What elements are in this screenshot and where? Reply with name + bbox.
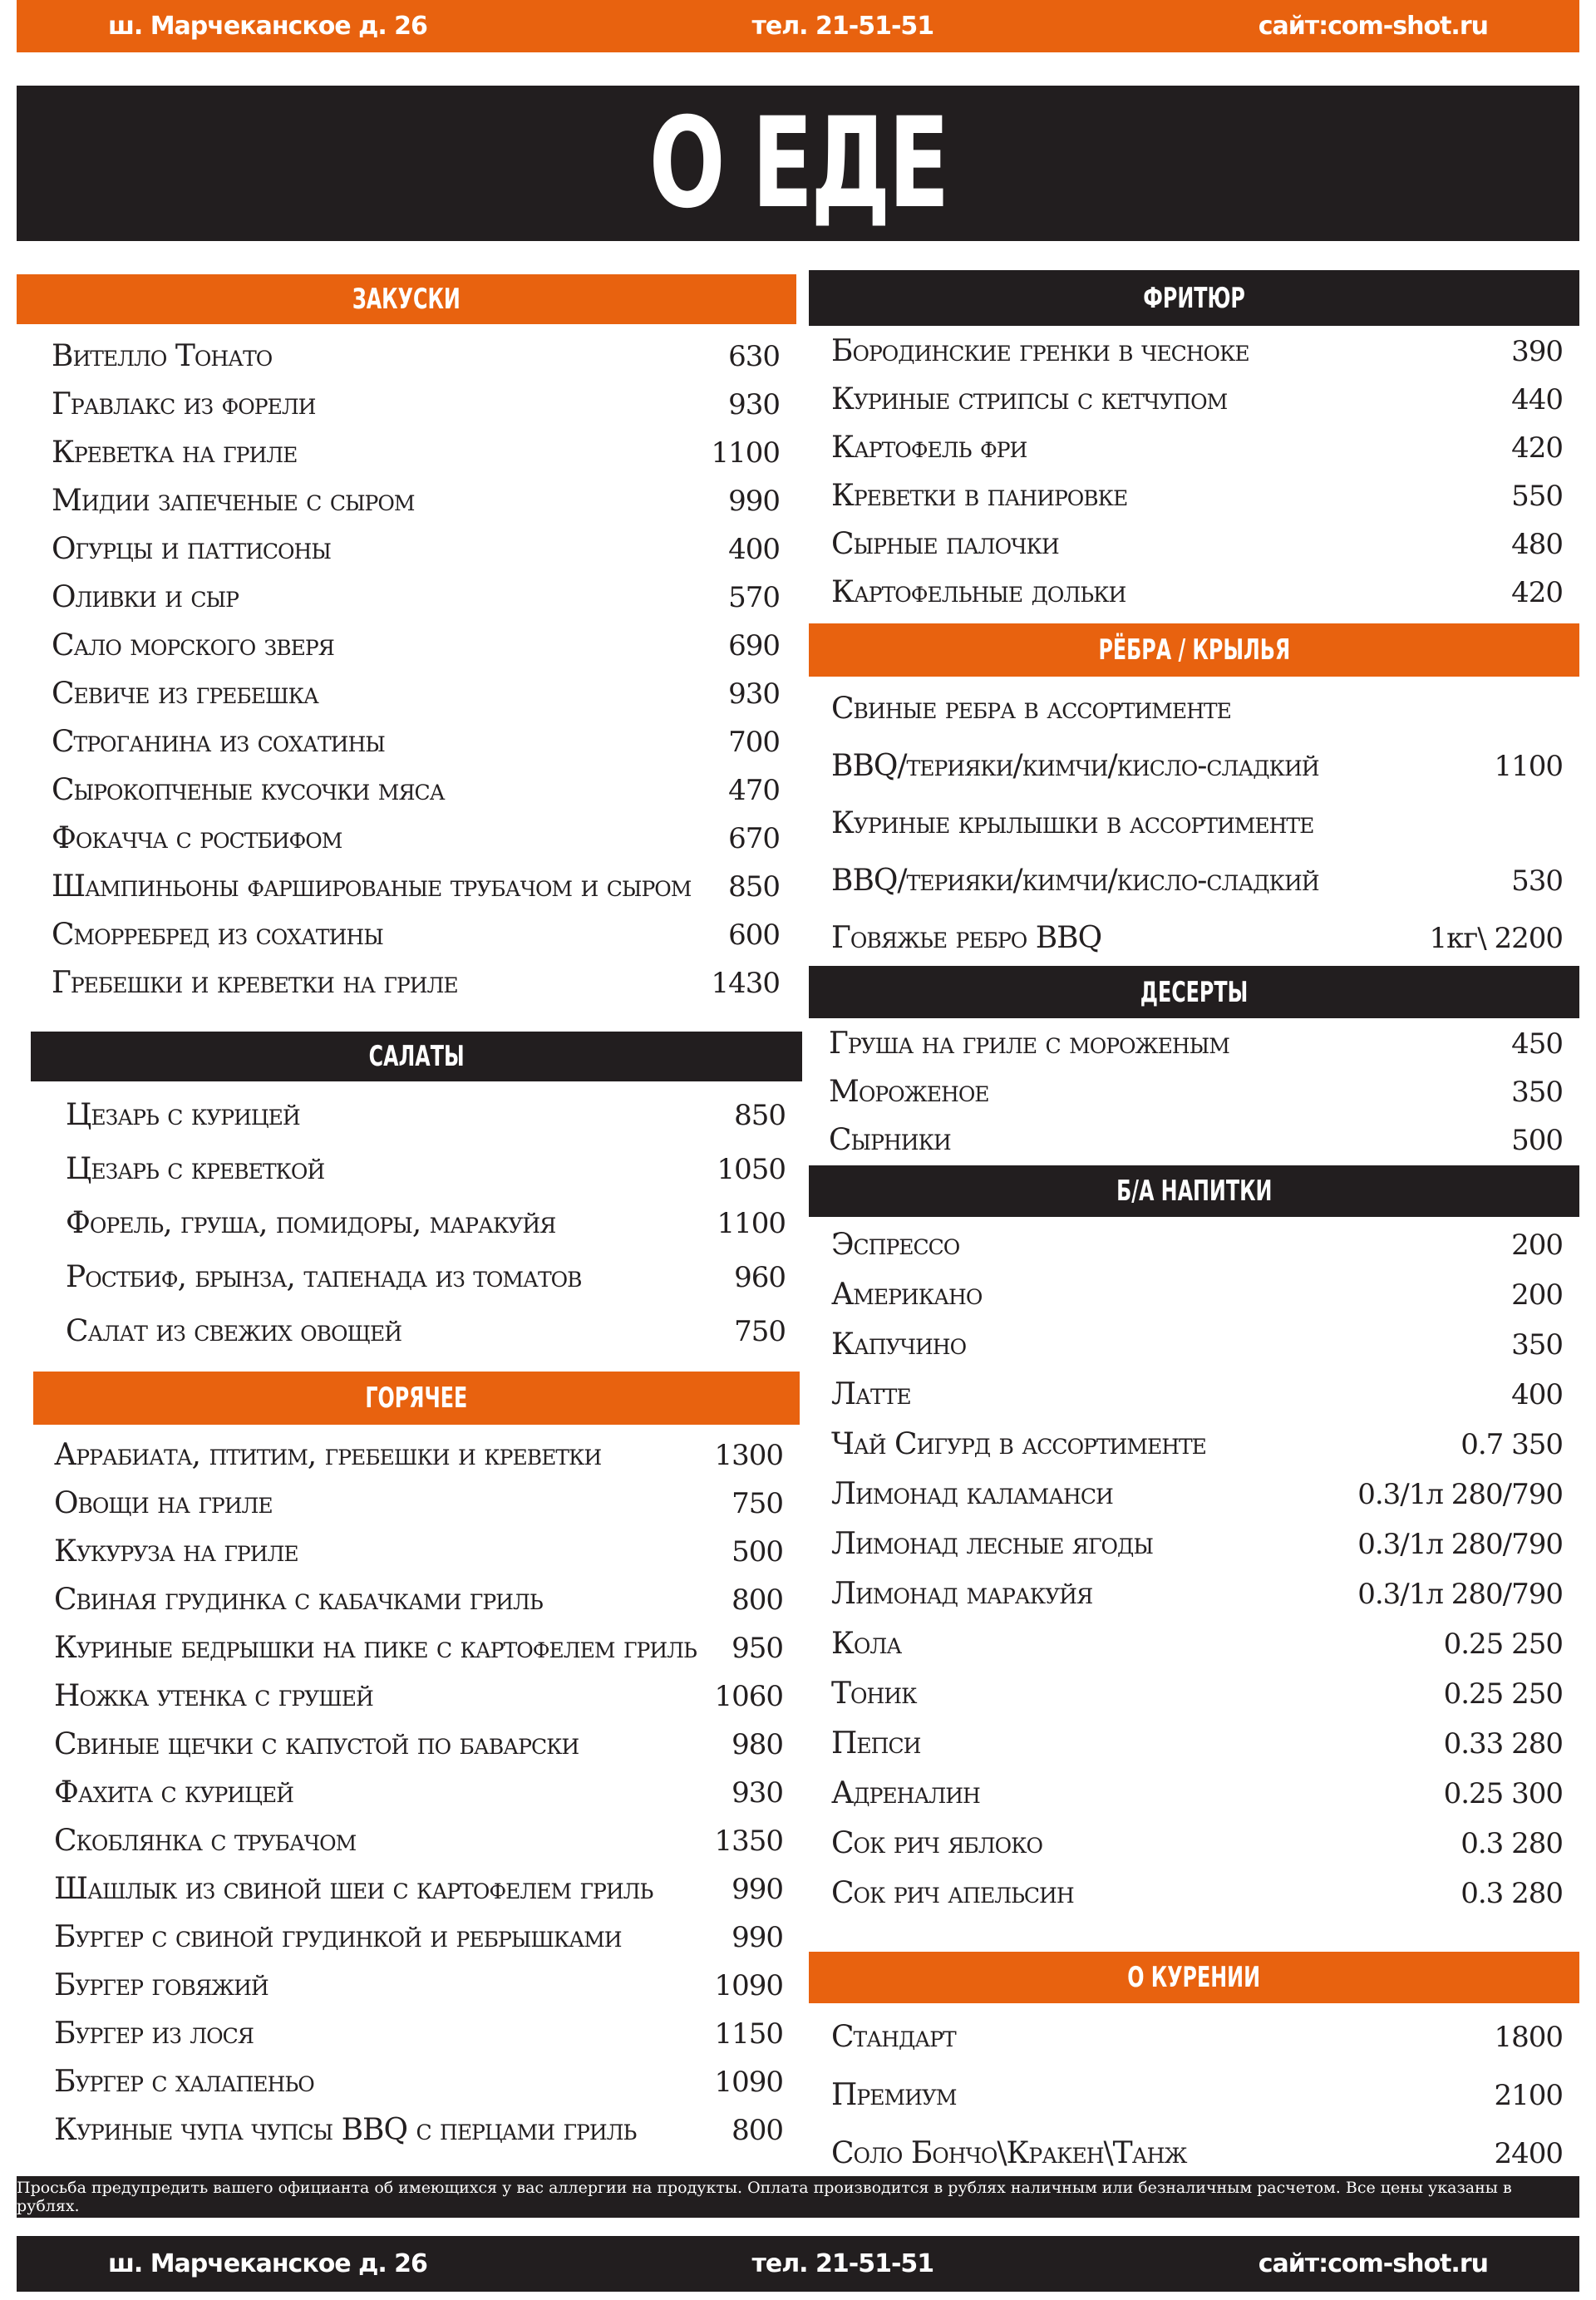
- menu-item-price: 930: [732, 1776, 783, 1810]
- menu-item-price: 500: [1511, 1124, 1563, 1157]
- menu-item: [54, 1817, 783, 1865]
- menu-title-band: [17, 86, 1579, 241]
- menu-item: [831, 2125, 1563, 2183]
- menu-item: [52, 429, 780, 477]
- address: ш. Марчеканское д. 26: [108, 2249, 427, 2278]
- menu-item-price: 500: [732, 1535, 783, 1569]
- menu-item: [54, 2010, 783, 2058]
- section-header: РЁБРА / КРЫЛЬЯ: [809, 623, 1579, 677]
- menu-item-name: Премиум: [831, 2078, 957, 2112]
- menu-item-name: Гравлакс из форели: [52, 387, 316, 421]
- menu-item-name: Бургер из лося: [54, 2017, 254, 2051]
- menu-item-name: Чай Сигурд в ассортименте: [831, 1427, 1206, 1461]
- menu-item-name: Лимонад каламанси: [831, 1477, 1113, 1511]
- menu-item: [52, 911, 780, 959]
- menu-item-price: 750: [732, 1487, 783, 1520]
- menu-item-price: 400: [1511, 1378, 1563, 1411]
- menu-item-price: 700: [728, 726, 780, 759]
- menu-item-name: Лимонад лесные ягоды: [831, 1527, 1153, 1561]
- menu-item-name: Свиные ребра в ассортименте: [831, 692, 1231, 726]
- menu-item-price: 0.3 280: [1461, 1877, 1563, 1910]
- section-goryachee: [33, 1372, 800, 2155]
- menu-item-name: Цезарь с курицей: [66, 1098, 300, 1132]
- menu-item-price: 0.25 300: [1443, 1777, 1563, 1810]
- menu-item-name: Цезарь с креветкой: [66, 1152, 325, 1186]
- section-header: САЛАТЫ: [31, 1032, 802, 1081]
- website: сайт:com-shot.ru: [1258, 12, 1488, 41]
- menu-item-name: Американо: [831, 1278, 983, 1312]
- menu-item-name: Капучино: [831, 1327, 967, 1362]
- menu-item-name: Куриные чупа чупсы BBQ с перцами гриль: [54, 2113, 637, 2147]
- menu-item: [54, 1769, 783, 1817]
- menu-item: [54, 1865, 783, 1913]
- menu-item-name: Бургер говяжий: [54, 1968, 268, 2002]
- menu-item: [66, 1304, 786, 1358]
- menu-item-price: 0.25 250: [1443, 1677, 1563, 1711]
- address: ш. Марчеканское д. 26: [108, 12, 427, 41]
- menu-item-name: Куриные стрипсы с кетчупом: [831, 382, 1228, 416]
- menu-item: [54, 1913, 783, 1962]
- menu-item-name: Шашлык из свиной шеи с картофелем гриль: [54, 1872, 653, 1906]
- menu-item-price: 1350: [714, 1825, 783, 1858]
- menu-item: [52, 332, 780, 381]
- menu-item: [829, 1020, 1563, 1068]
- menu-item-price: 1100: [717, 1207, 786, 1240]
- menu-item-name: Картофельные дольки: [831, 575, 1126, 609]
- menu-item: [831, 680, 1563, 737]
- menu-item-name: Ножка утенка с грушей: [54, 1679, 373, 1713]
- section-napitki: [809, 1165, 1579, 1918]
- menu-item-price: 530: [1511, 864, 1563, 898]
- menu-item: [831, 1270, 1563, 1320]
- menu-item-name: Лимонад маракуйя: [831, 1577, 1093, 1611]
- menu-item: [831, 569, 1563, 617]
- menu-item: [831, 424, 1563, 472]
- menu-item-price: 470: [728, 774, 780, 807]
- menu-item: [829, 1116, 1563, 1165]
- menu-item-name: Креветки в панировке: [831, 479, 1128, 513]
- section-salaty: [31, 1032, 802, 1358]
- menu-item-price: 550: [1511, 480, 1563, 513]
- menu-item: [831, 1569, 1563, 1619]
- menu-item-name: Вителло Тонато: [52, 339, 273, 373]
- menu-item-name: Бургер с свиной грудинкой и ребрышками: [54, 1920, 622, 1954]
- menu-item: [831, 1370, 1563, 1420]
- menu-item-name: Картофель фри: [831, 431, 1027, 465]
- menu-item-price: 800: [732, 2114, 783, 2147]
- allergy-notice: Просьба предупредить вашего официанта об имеющихся у вас аллергии на продукты. Оплата производится в рублях наличным или безналичным расчетом. Все цены указаны в рублях.: [17, 2176, 1579, 2218]
- menu-item-price: 1150: [714, 2017, 783, 2051]
- menu-item-price: 450: [1511, 1027, 1563, 1061]
- menu-item-name: Огурцы и паттисоны: [52, 532, 331, 566]
- menu-item: [831, 795, 1563, 852]
- menu-item: [54, 2058, 783, 2106]
- menu-item-name: Форель, груша, помидоры, маракуйя: [66, 1206, 556, 1240]
- menu-item-price: 480: [1511, 528, 1563, 561]
- menu-item: [831, 328, 1563, 376]
- menu-item-price: 570: [728, 581, 780, 614]
- menu-item-name: Сало морского зверя: [52, 628, 334, 662]
- menu-item: [54, 1480, 783, 1528]
- menu-item: [54, 1624, 783, 1672]
- menu-item: [52, 718, 780, 766]
- menu-item: [52, 622, 780, 670]
- menu-item: [54, 1672, 783, 1721]
- menu-item-price: 200: [1511, 1278, 1563, 1312]
- menu-item: [52, 863, 780, 911]
- menu-item-price: 1100: [711, 436, 780, 470]
- section-header: ДЕСЕРТЫ: [809, 966, 1579, 1018]
- section-header: О КУРЕНИИ: [809, 1952, 1579, 2003]
- menu-item-price: 420: [1511, 431, 1563, 465]
- menu-item-name: Кукуруза на гриле: [54, 1534, 298, 1569]
- menu-item-price: 930: [728, 677, 780, 711]
- menu-item-name: Сырокопченые кусочки мяса: [52, 773, 445, 807]
- menu-item: [831, 1769, 1563, 1819]
- menu-item-name: Бургер с халапеньо: [54, 2065, 314, 2099]
- menu-item-price: 350: [1511, 1328, 1563, 1362]
- section-header: ФРИТЮР: [809, 270, 1579, 326]
- menu-item: [829, 1068, 1563, 1116]
- menu-item: [831, 737, 1563, 795]
- menu-item: [52, 574, 780, 622]
- menu-item: [831, 1220, 1563, 1270]
- menu-item-price: 1090: [714, 2066, 783, 2099]
- menu-item-name: Сок рич апельсин: [831, 1876, 1074, 1910]
- website: сайт:com-shot.ru: [1258, 2249, 1488, 2278]
- menu-item: [52, 525, 780, 574]
- section-header: ГОРЯЧЕЕ: [33, 1372, 800, 1425]
- menu-item-name: Строганина из сохатины: [52, 725, 385, 759]
- menu-item-price: 1050: [717, 1153, 786, 1186]
- menu-item-name: Креветка на гриле: [52, 436, 298, 470]
- menu-item-price: 0.3 280: [1461, 1827, 1563, 1860]
- menu-item-price: 0.3/1л 280/790: [1357, 1528, 1563, 1561]
- menu-item: [831, 472, 1563, 520]
- menu-item: [52, 381, 780, 429]
- menu-item-price: 1300: [714, 1439, 783, 1472]
- menu-item-name: Пепси: [831, 1726, 921, 1761]
- menu-item-price: 950: [732, 1632, 783, 1665]
- bottom-contact-bar: [17, 2236, 1579, 2292]
- menu-item-price: 0.25 250: [1443, 1628, 1563, 1661]
- menu-item: [52, 959, 780, 1007]
- menu-item-name: Сырники: [829, 1123, 951, 1157]
- menu-item-price: 350: [1511, 1076, 1563, 1109]
- menu-item-name: Стандарт: [831, 2020, 956, 2054]
- menu-item-name: Шампиньоны фаршированые трубачом и сыром: [52, 869, 692, 904]
- menu-title: О ЕДЕ: [648, 91, 948, 236]
- menu-item: [54, 1528, 783, 1576]
- menu-item-name: BBQ/терияки/кимчи/кисло-сладкий: [831, 749, 1319, 783]
- menu-item: [66, 1142, 786, 1196]
- menu-item: [831, 2008, 1563, 2066]
- menu-item-name: Севиче из гребешка: [52, 677, 318, 711]
- menu-item-name: Свиная грудинка с кабачками гриль: [54, 1583, 543, 1617]
- menu-item-name: Фахита с курицей: [54, 1775, 293, 1810]
- menu-item-price: 1430: [711, 967, 780, 1000]
- menu-item-price: 850: [734, 1099, 786, 1132]
- menu-item-name: Мидии запеченые с сыром: [52, 484, 415, 518]
- menu-item-name: Овощи на гриле: [54, 1486, 273, 1520]
- menu-item-price: 0.3/1л 280/790: [1357, 1478, 1563, 1511]
- menu-item-price: 400: [728, 533, 780, 566]
- menu-item: [66, 1196, 786, 1250]
- menu-item-name: BBQ/терияки/кимчи/кисло-сладкий: [831, 864, 1319, 898]
- menu-item-name: Бородинские гренки в чесноке: [831, 334, 1249, 368]
- menu-item-name: Ростбиф, брынза, тапенада из томатов: [66, 1260, 582, 1294]
- menu-item: [54, 1962, 783, 2010]
- menu-item: [831, 376, 1563, 424]
- menu-item: [831, 2066, 1563, 2125]
- menu-item-name: Латте: [831, 1377, 911, 1411]
- menu-item: [54, 1431, 783, 1480]
- menu-item-name: Фокачча с ростбифом: [52, 821, 342, 855]
- menu-item-name: Аррабиата, птитим, гребешки и креветки: [54, 1438, 602, 1472]
- menu-item-price: 750: [734, 1315, 786, 1348]
- section-rebra-krylya: [809, 623, 1579, 967]
- menu-item-name: Салат из свежих овощей: [66, 1314, 402, 1348]
- menu-item-name: Груша на гриле с мороженым: [829, 1027, 1229, 1061]
- menu-item-price: 980: [732, 1728, 783, 1761]
- menu-item-price: 670: [728, 822, 780, 855]
- menu-item-name: Кола: [831, 1627, 902, 1661]
- menu-item: [54, 2106, 783, 2155]
- menu-item-price: 420: [1511, 576, 1563, 609]
- menu-item: [831, 1470, 1563, 1519]
- menu-item-price: 800: [732, 1583, 783, 1617]
- menu-item-name: Адреналин: [831, 1776, 980, 1810]
- menu-item: [54, 1721, 783, 1769]
- menu-item: [831, 1420, 1563, 1470]
- menu-item: [831, 1320, 1563, 1370]
- section-header: Б/А НАПИТКИ: [809, 1165, 1579, 1217]
- menu-item: [831, 520, 1563, 569]
- section-header: ЗАКУСКИ: [17, 274, 796, 324]
- menu-item-price: 990: [728, 485, 780, 518]
- menu-item-price: 0.7 350: [1461, 1428, 1563, 1461]
- menu-item-price: 1800: [1494, 2021, 1563, 2054]
- menu-item-price: 850: [728, 870, 780, 904]
- menu-item-price: 2100: [1494, 2079, 1563, 2112]
- menu-item-name: Тоник: [831, 1677, 917, 1711]
- menu-item: [831, 1619, 1563, 1669]
- menu-item: [52, 766, 780, 815]
- menu-item-price: 930: [728, 388, 780, 421]
- menu-item: [52, 815, 780, 863]
- menu-item-price: 690: [728, 629, 780, 662]
- menu-item: [52, 477, 780, 525]
- phone: тел. 21-51-51: [751, 2249, 934, 2278]
- menu-item: [54, 1576, 783, 1624]
- menu-item-name: Скоблянка с трубачом: [54, 1824, 357, 1858]
- menu-item: [66, 1088, 786, 1142]
- menu-item-price: 990: [732, 1873, 783, 1906]
- menu-item-name: Сок рич яблоко: [831, 1826, 1042, 1860]
- menu-item-price: 2400: [1494, 2137, 1563, 2170]
- menu-item-name: Эспрессо: [831, 1228, 960, 1262]
- menu-item-price: 390: [1511, 335, 1563, 368]
- menu-item-name: Говяжье ребро BBQ: [831, 921, 1102, 955]
- menu-item-name: Свиные щечки с капустой по баварски: [54, 1727, 579, 1761]
- menu-item-price: 600: [728, 919, 780, 952]
- menu-item: [831, 1669, 1563, 1719]
- menu-item: [831, 1719, 1563, 1769]
- menu-item-price: 440: [1511, 383, 1563, 416]
- menu-item-name: Оливки и сыр: [52, 580, 239, 614]
- menu-item-price: 630: [728, 340, 780, 373]
- menu-item: [831, 1869, 1563, 1918]
- menu-item-price: 1090: [714, 1969, 783, 2002]
- section-fritur: [809, 270, 1579, 617]
- menu-item: [831, 852, 1563, 909]
- section-deserty: [809, 966, 1579, 1165]
- menu-item: [831, 909, 1563, 967]
- menu-item-price: 200: [1511, 1229, 1563, 1262]
- menu-item-name: Гребешки и креветки на гриле: [52, 966, 458, 1000]
- menu-item-price: 0.3/1л 280/790: [1357, 1578, 1563, 1611]
- menu-item-name: Сырные палочки: [831, 527, 1059, 561]
- menu-item-name: Сморребред из сохатины: [52, 918, 383, 952]
- phone: тел. 21-51-51: [751, 12, 934, 41]
- section-kurenie: [809, 1952, 1579, 2183]
- menu-item-name: Соло Бончо\Кракен\Танж: [831, 2136, 1187, 2170]
- menu-item: [66, 1250, 786, 1304]
- menu-item-name: Куриные бедрышки на пике с картофелем гриль: [54, 1631, 697, 1665]
- menu-item-price: 990: [732, 1921, 783, 1954]
- menu-item-price: 0.33 280: [1443, 1727, 1563, 1761]
- menu-item-price: 960: [734, 1261, 786, 1294]
- menu-item-name: Куриные крылышки в ассортименте: [831, 806, 1314, 840]
- top-contact-bar: [17, 0, 1579, 52]
- menu-item: [52, 670, 780, 718]
- menu-item-name: Мороженое: [829, 1075, 989, 1109]
- menu-item: [831, 1519, 1563, 1569]
- menu-item-price: 1100: [1494, 750, 1563, 783]
- menu-item-price: 1060: [714, 1680, 783, 1713]
- section-zakuski: [17, 274, 796, 1007]
- menu-item: [831, 1819, 1563, 1869]
- menu-item-price: 1кг\ 2200: [1429, 922, 1563, 955]
